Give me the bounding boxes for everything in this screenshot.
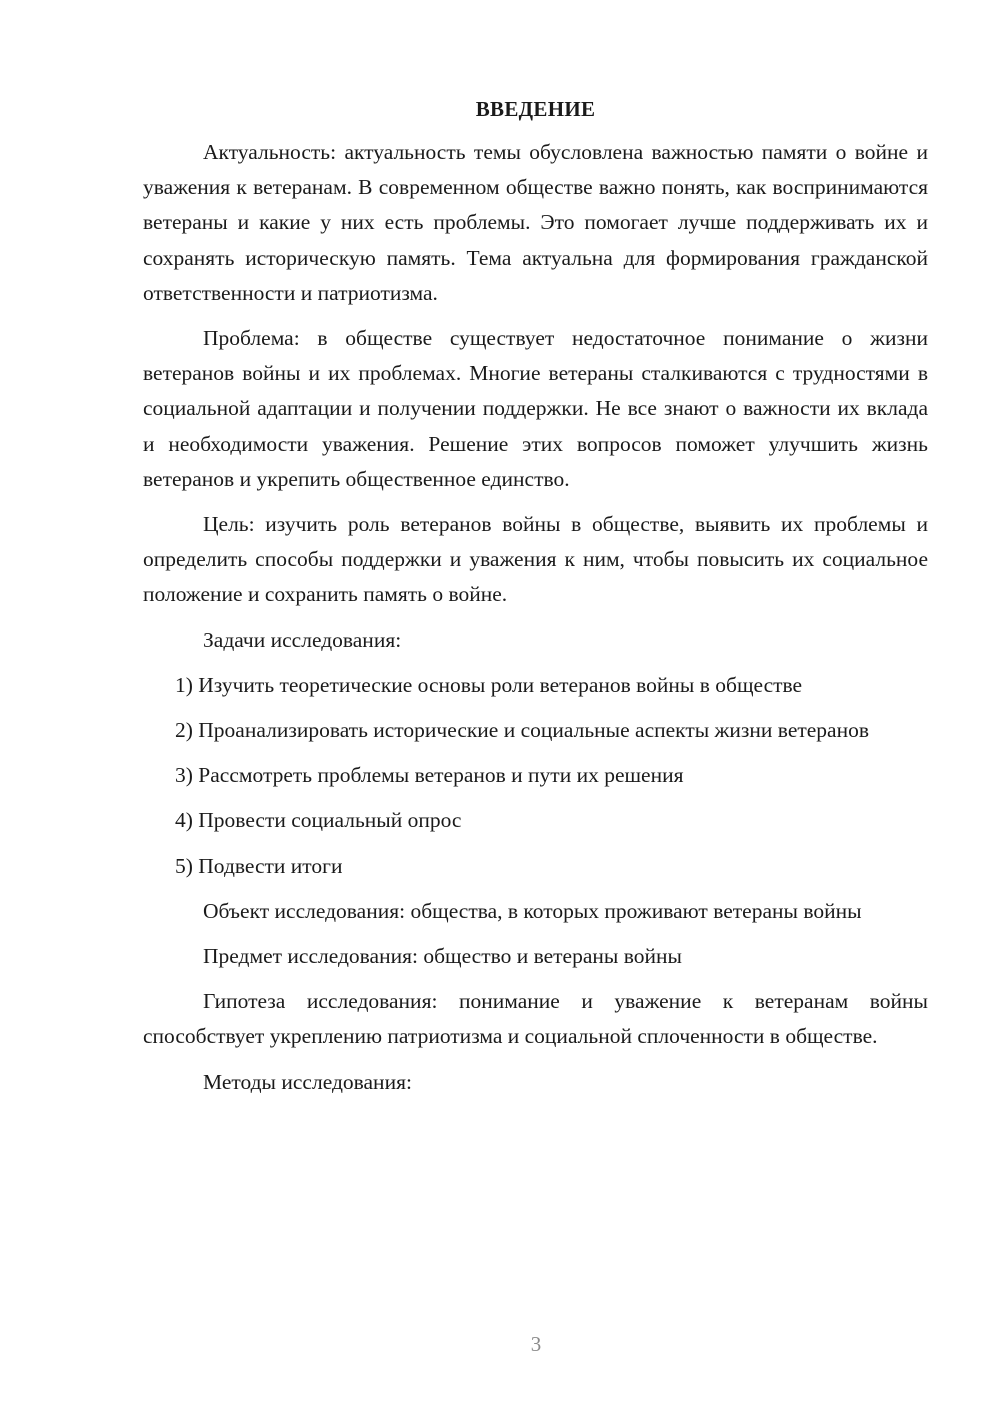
methods-paragraph: Методы исследования: xyxy=(203,1069,412,1094)
tasks-heading: Задачи исследования: xyxy=(203,627,402,652)
task-item-3: 3) Рассмотреть проблемы ветеранов и пути их решения xyxy=(175,763,684,788)
subject-paragraph: Предмет исследования: общество и ветераны войны xyxy=(203,944,682,969)
object-paragraph: Объект исследования: общества, в которых проживают ветераны войны xyxy=(203,898,862,923)
task-item-1: 1) Изучить теоретические основы роли ветеранов войны в обществе xyxy=(175,672,803,697)
problem-paragraph: Проблема: в обществе существует недостаточное понимание о жизни ветеранов войны и их проблемах. Многие ветераны сталкиваются с трудностями в социальной адаптации и получении поддержки. Не все знают о важности их вклада и необходимости уважения. Решение этих вопросов поможет улучшить жизнь ветеранов и укрепить общественное единство. xyxy=(143,326,928,491)
hypothesis-paragraph: Гипотеза исследования: понимание и уважение к ветеранам войны способствует укреплению патриотизма и социальной сплоченности в обществе. xyxy=(143,989,928,1049)
task-item-4: 4) Провести социальный опрос xyxy=(175,808,462,833)
task-item-5: 5) Подвести итоги xyxy=(175,853,343,878)
page-number: 3 xyxy=(530,1332,542,1356)
task-item-2: 2) Проанализировать исторические и социальные аспекты жизни ветеранов xyxy=(175,718,870,743)
goal-paragraph: Цель: изучить роль ветеранов войны в обществе, выявить их проблемы и определить способы поддержки и уважения к ним, чтобы повысить их социальное положение и сохранить память о войне. xyxy=(143,512,928,607)
document-page xyxy=(143,92,928,1110)
relevance-paragraph: Актуальность: актуальность темы обусловлена важностью памяти о войне и уважения к ветеранам. В современном обществе важно понять, как воспринимаются ветераны и какие у них есть проблемы. Это помогает лучше поддерживать их и сохранять историческую память. Тема актуальна для формирования гражданской ответственности и патриотизма. xyxy=(143,140,928,305)
section-title: ВВЕДЕНИЕ xyxy=(475,97,596,121)
